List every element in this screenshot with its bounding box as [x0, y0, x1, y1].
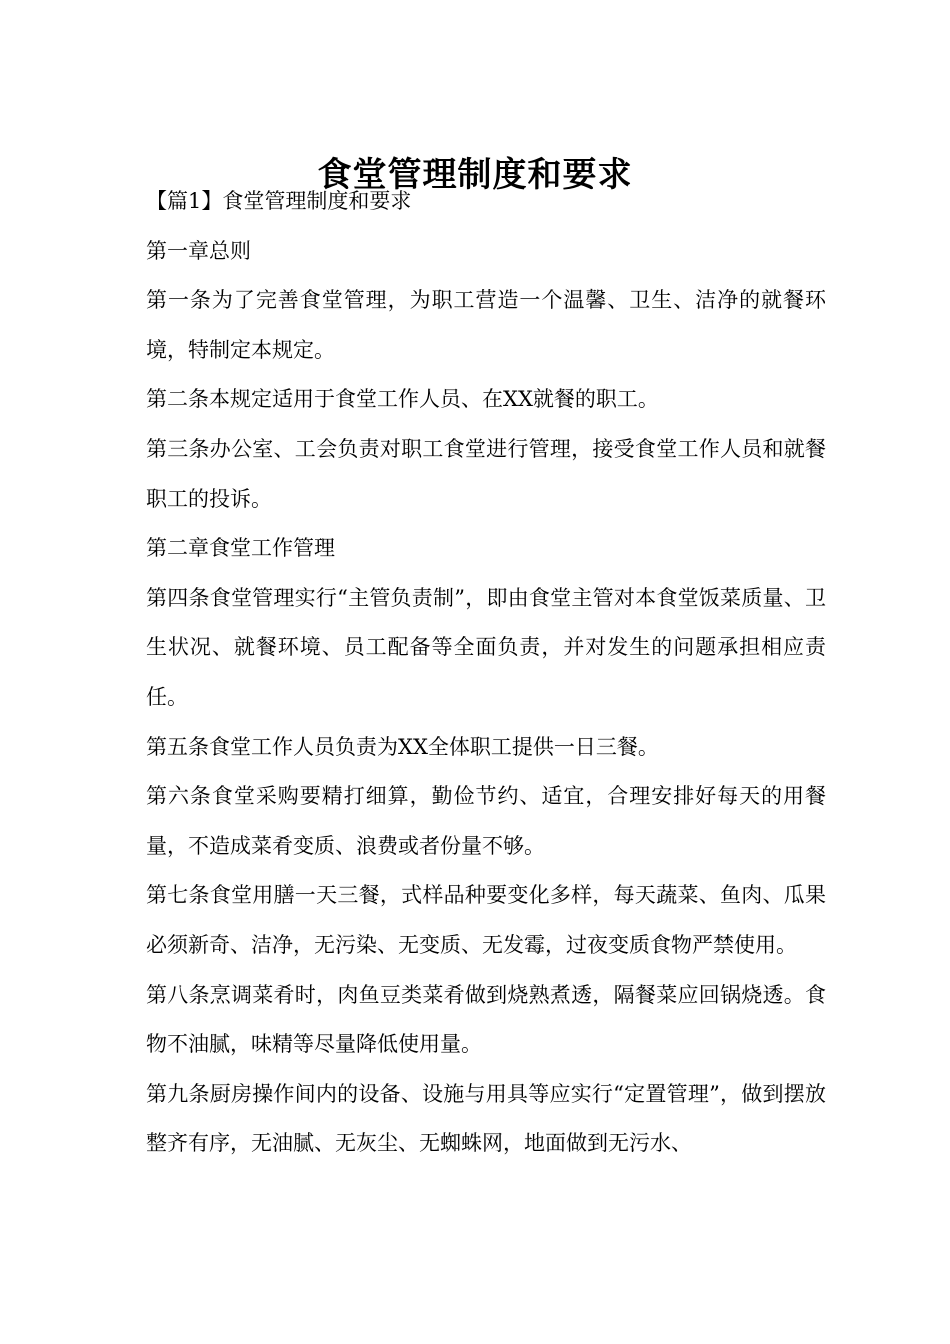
paragraph-article-7: 第七条食堂用膳一天三餐，式样品种要变化多样，每天蔬菜、鱼肉、瓜果必须新奇、洁净，无污染、无变质、无发霉，过夜变质食物严禁使用。 — [146, 883, 826, 957]
paragraph-article-5: 第五条食堂工作人员负责为XX全体职工提供一日三餐。 — [146, 734, 659, 759]
paragraph-section-label: 【篇1】食堂管理制度和要求 — [146, 189, 412, 213]
paragraph-article-1: 第一条为了完善食堂管理，为职工营造一个温馨、卫生、洁净的就餐环境，特制定本规定。 — [146, 288, 826, 362]
paragraph-article-6: 第六条食堂采购要精打细算，勤俭节约、适宜，合理安排好每天的用餐量，不造成菜肴变质、浪费或者份量不够。 — [146, 784, 826, 858]
paragraph-chapter-2-heading: 第二章食堂工作管理 — [146, 536, 335, 561]
paragraph-article-3: 第三条办公室、工会负责对职工食堂进行管理，接受食堂工作人员和就餐职工的投诉。 — [146, 436, 826, 511]
paragraph-chapter-1-heading: 第一章总则 — [146, 238, 251, 263]
document-title: 食堂管理制度和要求 — [317, 154, 633, 195]
paragraph-article-4: 第四条食堂管理实行“主管负责制”，即由食堂主管对本食堂饭菜质量、卫生状况、就餐环境、员工配备等全面负责，并对发生的问题承担相应责任。 — [146, 585, 826, 709]
paragraph-article-9: 第九条厨房操作间内的设备、设施与用具等应实行“定置管理”，做到摆放整齐有序，无油腻、无灰尘、无蜘蛛网，地面做到无污水、 — [146, 1081, 826, 1156]
paragraph-article-8: 第八条烹调菜肴时，肉鱼豆类菜肴做到烧熟煮透，隔餐菜应回锅烧透。食物不油腻，味精等尽量降低使用量。 — [146, 982, 826, 1057]
paragraph-article-2: 第二条本规定适用于食堂工作人员、在XX就餐的职工。 — [146, 387, 659, 412]
document-body — [146, 177, 826, 1169]
